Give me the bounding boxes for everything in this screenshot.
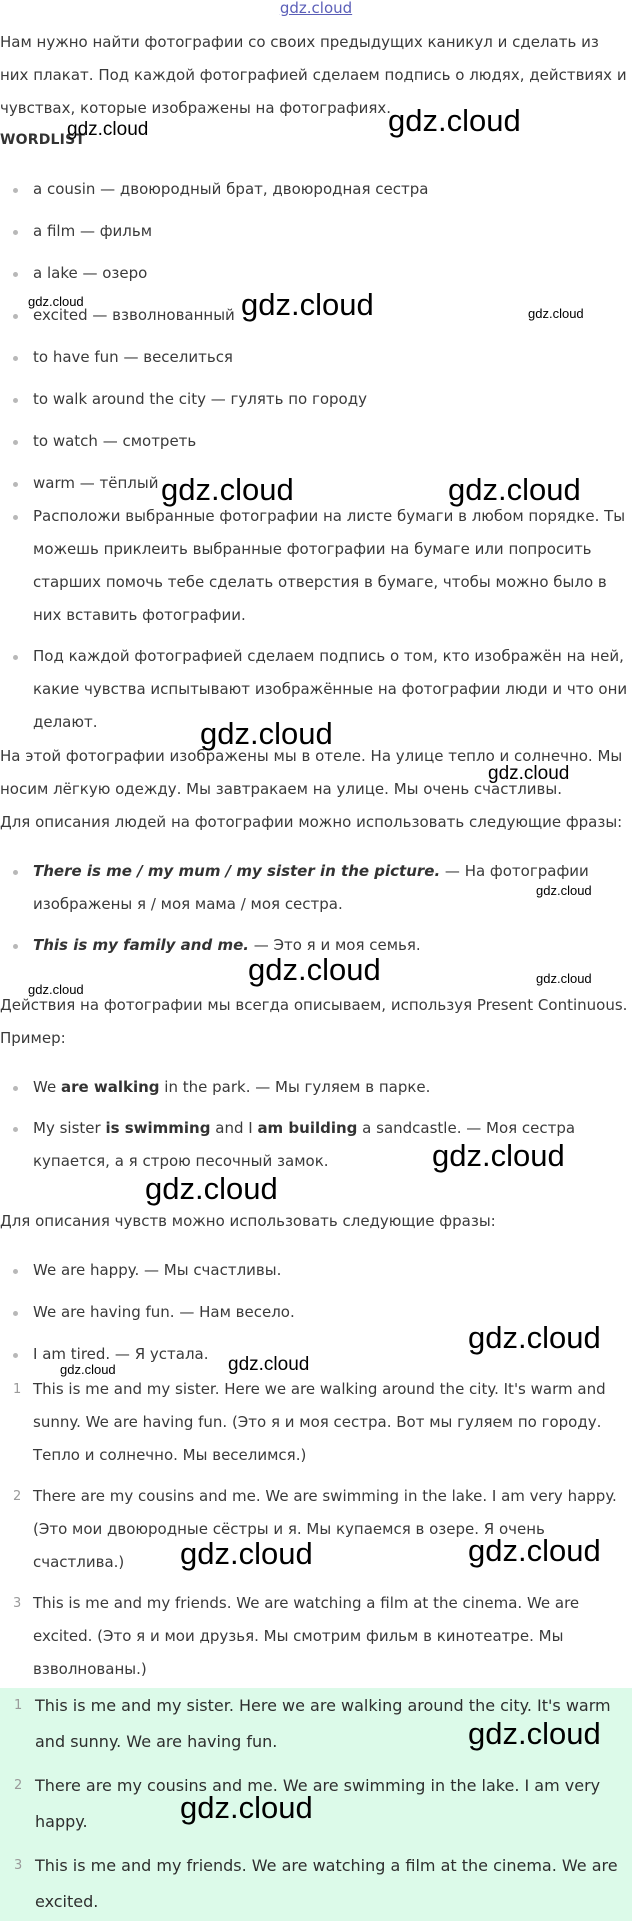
watermark: gdz.cloud — [28, 982, 84, 997]
watermark: gdz.cloud — [536, 883, 592, 898]
example-text: and I — [210, 1119, 258, 1137]
answer-number: 2 — [13, 1489, 22, 1504]
actions-intro: Действия на фотографии мы всегда описываем, используя Present Continuous. Пример: — [0, 996, 628, 1047]
watermark: gdz.cloud — [528, 306, 584, 321]
watermark: gdz.cloud — [388, 103, 521, 138]
feeling-phrase-item: We are having fun. — Нам весело. — [0, 1296, 628, 1338]
wordlist-item: a cousin — двоюродный брат, двоюродная сестра — [0, 173, 628, 215]
watermark: gdz.cloud — [468, 1533, 601, 1568]
example-text: My sister — [33, 1119, 106, 1137]
example-text: We — [33, 1078, 61, 1096]
watermark: gdz.cloud — [161, 472, 294, 507]
watermark: gdz.cloud — [432, 1138, 565, 1173]
wordlist-item: a lake — озеро — [0, 257, 628, 299]
wordlist — [0, 173, 628, 501]
phrase-russian: — На фотографии изображены я / моя мама / моя сестра. — [33, 862, 589, 913]
phrase-russian: — Это я и моя семья. — [248, 936, 421, 954]
answer-text: This is me and my friends. We are watching a film at the cinema. We are excited. — [35, 1856, 618, 1911]
watermark: gdz.cloud — [200, 716, 333, 751]
site-mark-link[interactable]: gdz.cloud — [279, 0, 353, 17]
step-item: Под каждой фотографией сделаем подпись о том, кто изображён на ней, какие чувства испытывают изображённые на фотографии люди и что они делают. — [0, 640, 628, 739]
people-intro: Для описания людей на фотографии можно использовать следующие фразы: — [0, 813, 623, 831]
watermark: gdz.cloud — [248, 952, 381, 987]
watermark: gdz.cloud — [468, 1320, 601, 1355]
watermark: gdz.cloud — [241, 287, 374, 322]
wordlist-item: to have fun — веселиться — [0, 341, 628, 383]
watermark: gdz.cloud — [28, 294, 84, 309]
answer-number: 3 — [14, 1858, 23, 1873]
watermark: gdz.cloud — [488, 763, 570, 784]
example-verb: are walking — [60, 1078, 160, 1096]
watermark: gdz.cloud — [67, 119, 149, 140]
feelings-intro: Для описания чувств можно использовать следующие фразы: — [0, 1212, 496, 1230]
intro-text: Нам нужно найти фотографии со своих предыдущих каникул и сделать из них плакат. Под каждой фотографией сделаем подпись о людях, действиях и чувствах, которые изображены на фотографиях. — [0, 33, 627, 117]
answer-number: 1 — [13, 1382, 22, 1397]
answer-text: This is me and my sister. Here we are walking around the city. It's warm and sunny. We are having fun. — [35, 1696, 611, 1751]
phrase-english: There is me / my mum / my sister in the picture. — [33, 862, 441, 880]
watermark: gdz.cloud — [536, 971, 592, 986]
answer-text: This is me and my friends. We are watching a film at the cinema. We are excited. (Это я и мои друзья. Мы смотрим фильм в кинотеатре. Мы взволнованы.) — [33, 1594, 580, 1678]
watermark: gdz.cloud — [60, 1362, 116, 1377]
answer-item — [0, 1587, 628, 1686]
wordlist-item: warm — тёплый — [0, 467, 628, 501]
translated-answers — [0, 1373, 628, 1686]
watermark: gdz.cloud — [228, 1354, 310, 1375]
wordlist-item: excited — взволнованный — [0, 299, 628, 341]
final-answer-item — [0, 1768, 628, 1840]
watermark: gdz.cloud — [468, 1716, 601, 1751]
example-verb: am building — [257, 1119, 358, 1137]
wordlist-item: a film — фильм — [0, 215, 628, 257]
answer-number: 2 — [14, 1778, 23, 1793]
watermark: gdz.cloud — [448, 472, 581, 507]
answer-text: There are my cousins and me. We are swimming in the lake. I am very happy. — [35, 1776, 601, 1831]
example-photo-text: На этой фотографии изображены мы в отеле. На улице тепло и солнечно. Мы носим лёгкую одежду. Мы завтракаем на улице. Мы очень счастливы. — [0, 747, 623, 798]
watermark: gdz.cloud — [180, 1536, 313, 1571]
action-example-item — [0, 1071, 628, 1104]
example-text: in the park. — Мы гуляем в парке. — [159, 1078, 431, 1096]
answer-number: 1 — [14, 1698, 23, 1713]
watermark: gdz.cloud — [145, 1171, 278, 1206]
steps-list — [0, 500, 628, 739]
answer-text: This is me and my sister. Here we are walking around the city. It's warm and sunny. We are having fun. (Это я и моя сестра. Вот мы гуляем по городу. Тепло и солнечно. Мы веселимся.) — [33, 1380, 606, 1464]
step-item: Расположи выбранные фотографии на листе бумаги в любом порядке. Ты можешь приклеить выбранные фотографии на бумаге или попросить старших помочь тебе сделать отверстия в бумаге, чтобы можно было в них вставить фотографии. — [0, 500, 628, 632]
wordlist-item: to walk around the city — гулять по городу — [0, 383, 628, 425]
phrase-english: This is my family and me. — [33, 936, 249, 954]
feeling-phrase-item: I am tired. — Я устала. — [0, 1338, 628, 1371]
final-answer-item — [0, 1848, 628, 1920]
example-text: a sandcastle. — Моя сестра купается, а я строю песочный замок. — [33, 1119, 576, 1170]
people-phrase-item — [0, 855, 628, 921]
watermark: gdz.cloud — [180, 1790, 313, 1825]
wordlist-heading: WORDLIST — [0, 132, 86, 148]
answer-text: There are my cousins and me. We are swimming in the lake. I am very happy. (Это мои двоюродные сёстры и я. Мы купаемся в озере. Я очень счастлива.) — [33, 1487, 617, 1571]
feeling-phrase-item: We are happy. — Мы счастливы. — [0, 1254, 628, 1296]
answer-item — [0, 1373, 628, 1472]
wordlist-item: to watch — смотреть — [0, 425, 628, 467]
example-verb: is swimming — [105, 1119, 211, 1137]
answer-number: 3 — [13, 1596, 22, 1611]
people-phrases — [0, 855, 628, 962]
